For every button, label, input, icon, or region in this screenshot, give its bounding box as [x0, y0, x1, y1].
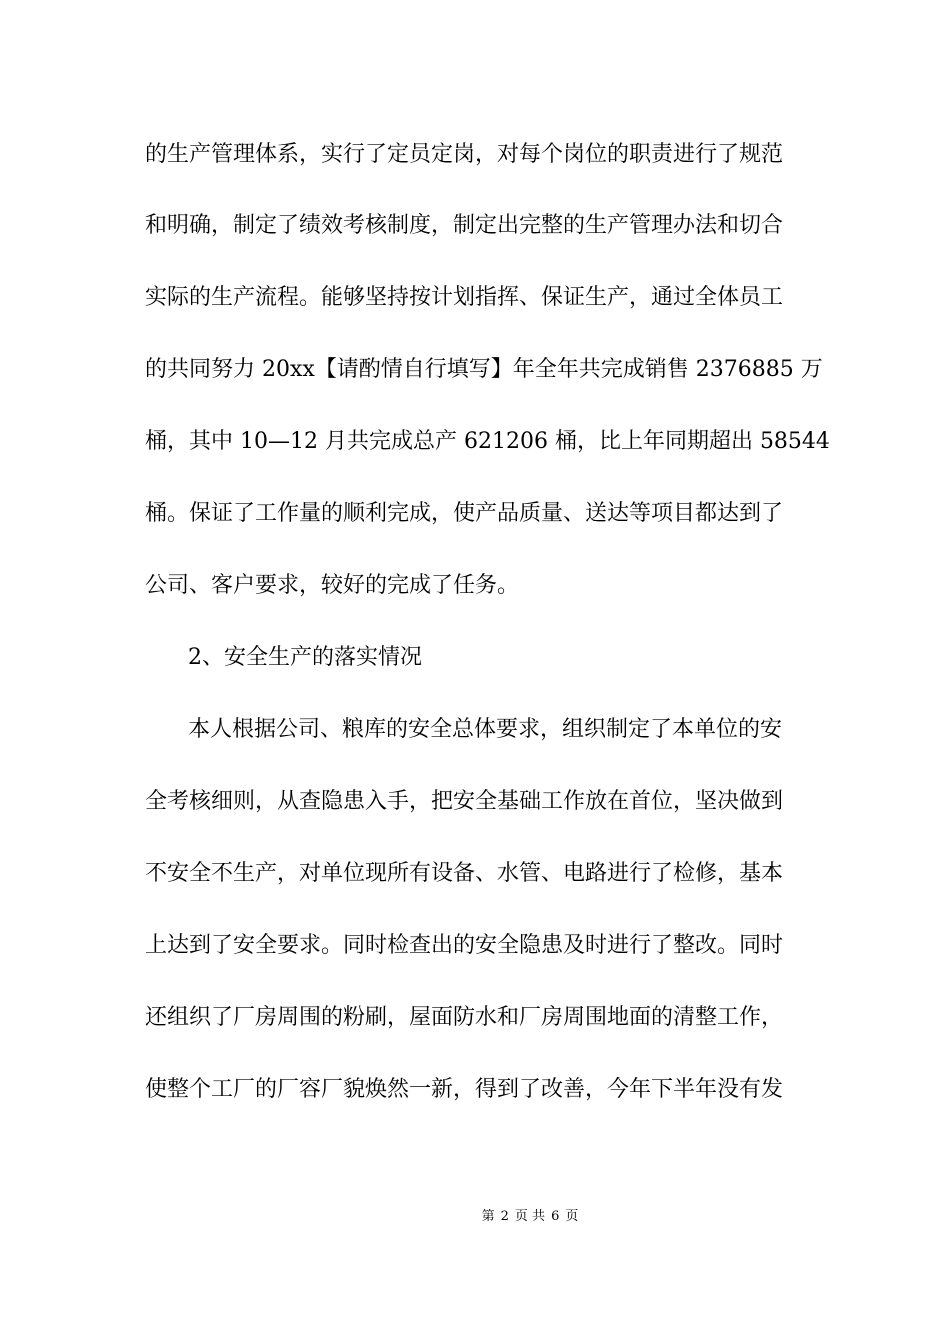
- footer-page-number: 2: [500, 1209, 509, 1224]
- body-line-3: 实际的生产流程。能够坚持按计划指挥、保证生产，通过全体员工: [145, 285, 784, 310]
- body-line-1: 的生产管理体系，实行了定员定岗，对每个岗位的职责进行了规范: [145, 142, 784, 167]
- body-line-12: 还组织了厂房周围的粉刷，屋面防水和厂房周围地面的清整工作，: [145, 1005, 784, 1030]
- body-line-9: 全考核细则，从查隐患入手，把安全基础工作放在首位，坚决做到: [145, 789, 784, 814]
- footer-middle: 页 共: [514, 1209, 546, 1224]
- body-line-6: 桶。保证了工作量的顺利完成，使产品质量、送达等项目都达到了: [145, 501, 784, 526]
- footer-total-pages: 6: [551, 1209, 560, 1224]
- body-line-11: 上达到了安全要求。同时检查出的安全隐患及时进行了整改。同时: [145, 933, 784, 958]
- body-line-13: 使整个工厂的厂容厂貌焕然一新，得到了改善，今年下半年没有发: [145, 1077, 784, 1102]
- page-footer: [0, 1208, 950, 1226]
- body-line-8: 本人根据公司、粮库的安全总体要求，组织制定了本单位的安: [188, 717, 783, 742]
- body-line-7: 公司、客户要求，较好的完成了任务。: [145, 573, 520, 598]
- footer-suffix: 页: [565, 1209, 579, 1224]
- body-line-5: 桶，其中 10—12 月共完成总产 621206 桶，比上年同期超出 58544: [145, 429, 830, 454]
- footer-prefix: 第: [481, 1209, 495, 1224]
- body-line-2: 和明确，制定了绩效考核制度，制定出完整的生产管理办法和切合: [145, 213, 784, 238]
- body-line-10: 不安全不生产，对单位现所有设备、水管、电路进行了检修，基本: [145, 861, 784, 886]
- section-heading: 2、安全生产的落实情况: [188, 645, 422, 670]
- body-line-4: 的共同努力 20xx【请酌情自行填写】年全年共完成销售 2376885 万: [145, 357, 823, 382]
